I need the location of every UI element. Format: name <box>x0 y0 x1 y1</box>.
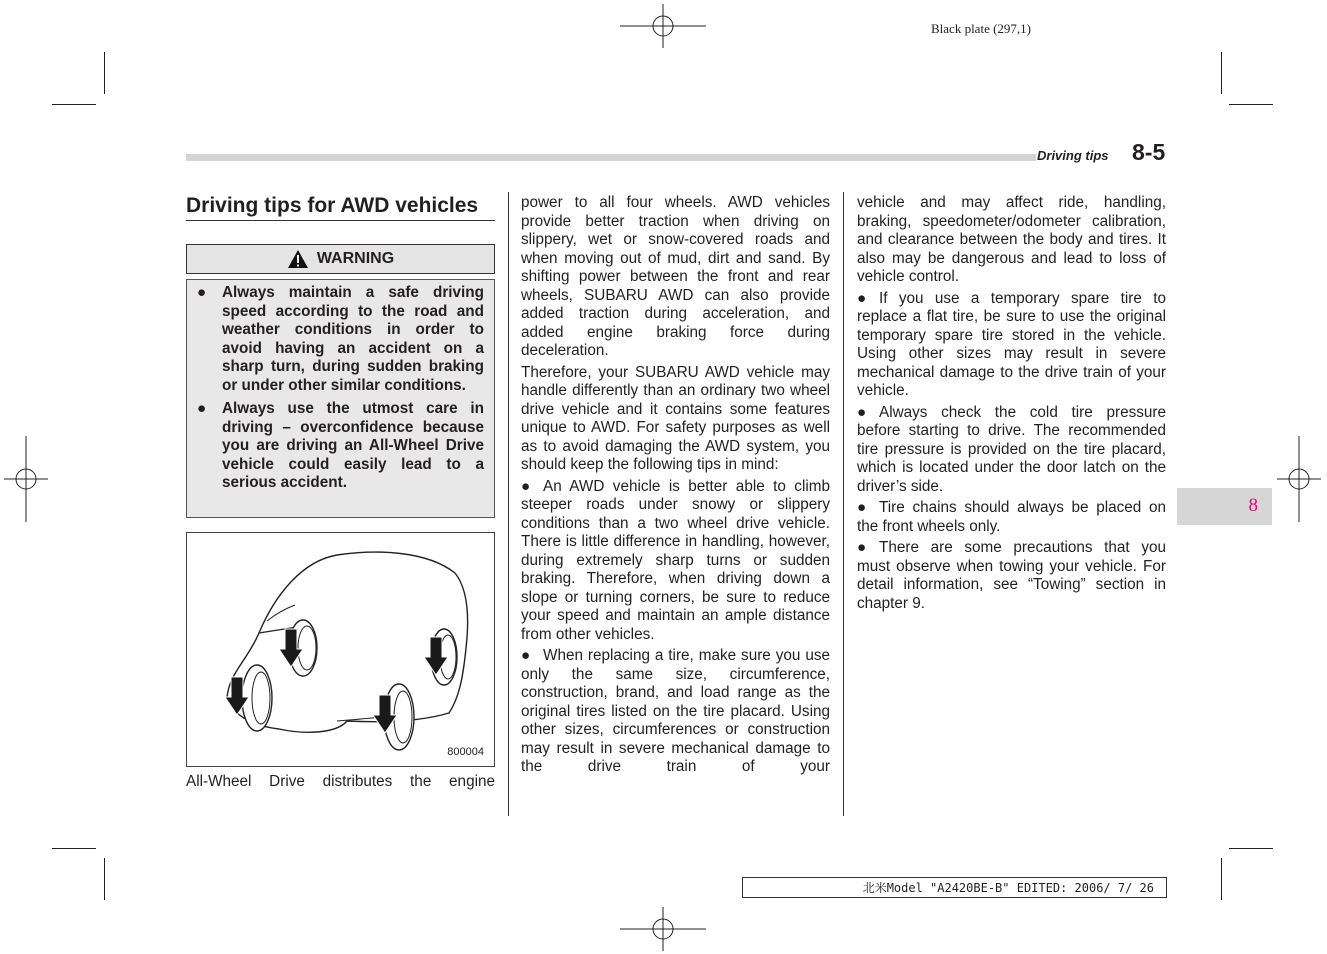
bullet: ● <box>857 539 867 556</box>
warning-item: ● Always maintain a safe driving speed according to the road and weather conditions in order to avoid having an accident on a sharp turn, during sudden braking or under other similar conditions. <box>197 284 484 394</box>
section-title: Driving tips for AWD vehicles <box>186 194 479 217</box>
crop-mark <box>52 104 96 105</box>
page-number: 8-5 <box>1132 139 1166 165</box>
section-name: Driving tips <box>1037 148 1109 163</box>
title-underline <box>186 220 495 221</box>
crop-mark <box>1221 52 1222 94</box>
bullet-item: ● When replacing a tire, make sure you use only the same size, circumference, construction, brand, and load range as the original tires listed on the tire placard. Using other sizes, circumferences or construction may result in severe mechanical damage to the drive train of your <box>521 647 830 775</box>
column1-text: All-Wheel Drive distributes the engine <box>186 773 495 790</box>
bullet: ● <box>197 400 207 417</box>
crop-mark <box>1229 848 1273 849</box>
paragraph: vehicle and may affect ride, handling, braking, speedometer/odometer calibration, and clearance between the body and tires. It also may be dangerous and lead to loss of vehicle control. <box>857 194 1166 285</box>
footer-box <box>742 877 1167 898</box>
header-bar <box>186 154 1036 161</box>
plate-label: Black plate (297,1) <box>931 21 1031 36</box>
warning-header <box>186 244 495 274</box>
registration-mark-right <box>1277 436 1321 522</box>
bullet: ● <box>197 284 207 301</box>
car-drawing <box>187 533 494 766</box>
bullet-item: ● Tire chains should always be placed on the front wheels only. <box>857 499 1166 535</box>
chapter-tab-number: 8 <box>1248 495 1258 516</box>
registration-mark-bottom <box>620 907 706 951</box>
column-divider <box>843 192 844 816</box>
bullet: ● <box>857 289 867 307</box>
awd-car-illustration <box>186 532 495 767</box>
warning-label: WARNING <box>316 250 395 267</box>
bullet-item: ● Always check the cold tire pressure before starting to drive. The recommended tire pressure is provided on the tire placard, which is located under the door latch on the driver’s side. <box>857 403 1166 495</box>
bullet: ● <box>521 647 531 664</box>
warning-box <box>186 279 495 518</box>
column-divider <box>508 192 509 816</box>
crop-mark <box>104 858 105 900</box>
footer-text: 北米Model "A2420BE-B" EDITED: 2006/ 7/ 26 <box>862 881 1154 895</box>
warning-list <box>197 284 484 498</box>
column-2 <box>521 194 830 780</box>
chapter-tab <box>1177 488 1272 525</box>
paragraph: power to all four wheels. AWD vehicles provide better traction when driving on slippery, wet or snow-covered roads and when moving out of mud, dirt and sand. By shifting power between the front and rear wheels, SUBARU AWD can also provide added traction during acceleration, and added engine braking force during deceleration. <box>521 194 830 359</box>
warning-item: ● Always use the utmost care in driving – overconfidence because you are driving an All-Wheel Drive vehicle could easily lead to a serious accident. <box>197 400 484 491</box>
bullet-item: ● If you use a temporary spare tire to replace a flat tire, be sure to use the original temporary spare tire stored in the vehicle. Using other sizes may result in severe mechanical damage to the drive train of your vehicle. <box>857 289 1166 399</box>
crop-mark <box>52 848 96 849</box>
warning-icon <box>287 249 309 269</box>
bullet-item: ● There are some precautions that you must observe when towing your vehicle. For detail information, see “Towing” section in chapter 9. <box>857 539 1166 612</box>
bullet: ● <box>857 403 867 421</box>
paragraph: Therefore, your SUBARU AWD vehicle may handle differently than an ordinary two wheel drive vehicle and it contains some features unique to AWD. For safety purposes as well as to avoid damaging the AWD system, you should keep the following tips in mind: <box>521 363 830 473</box>
crop-mark <box>1229 104 1273 105</box>
registration-mark-top <box>620 4 706 48</box>
bullet-item: ● An AWD vehicle is better able to climb steeper roads under snowy or slippery conditions than a two wheel drive vehicle. There is little difference in handling, however, during extremely sharp turns or sudden braking. Therefore, when driving down a slope or turning corners, be sure to reduce your speed and maintain an ample distance from other vehicles. <box>521 477 830 643</box>
column-3 <box>857 194 1166 616</box>
bullet: ● <box>857 499 867 516</box>
figure-code: 800004 <box>447 746 484 758</box>
bullet: ● <box>521 477 531 495</box>
crop-mark <box>1221 858 1222 900</box>
registration-mark-left <box>4 436 48 522</box>
crop-mark <box>104 52 105 94</box>
